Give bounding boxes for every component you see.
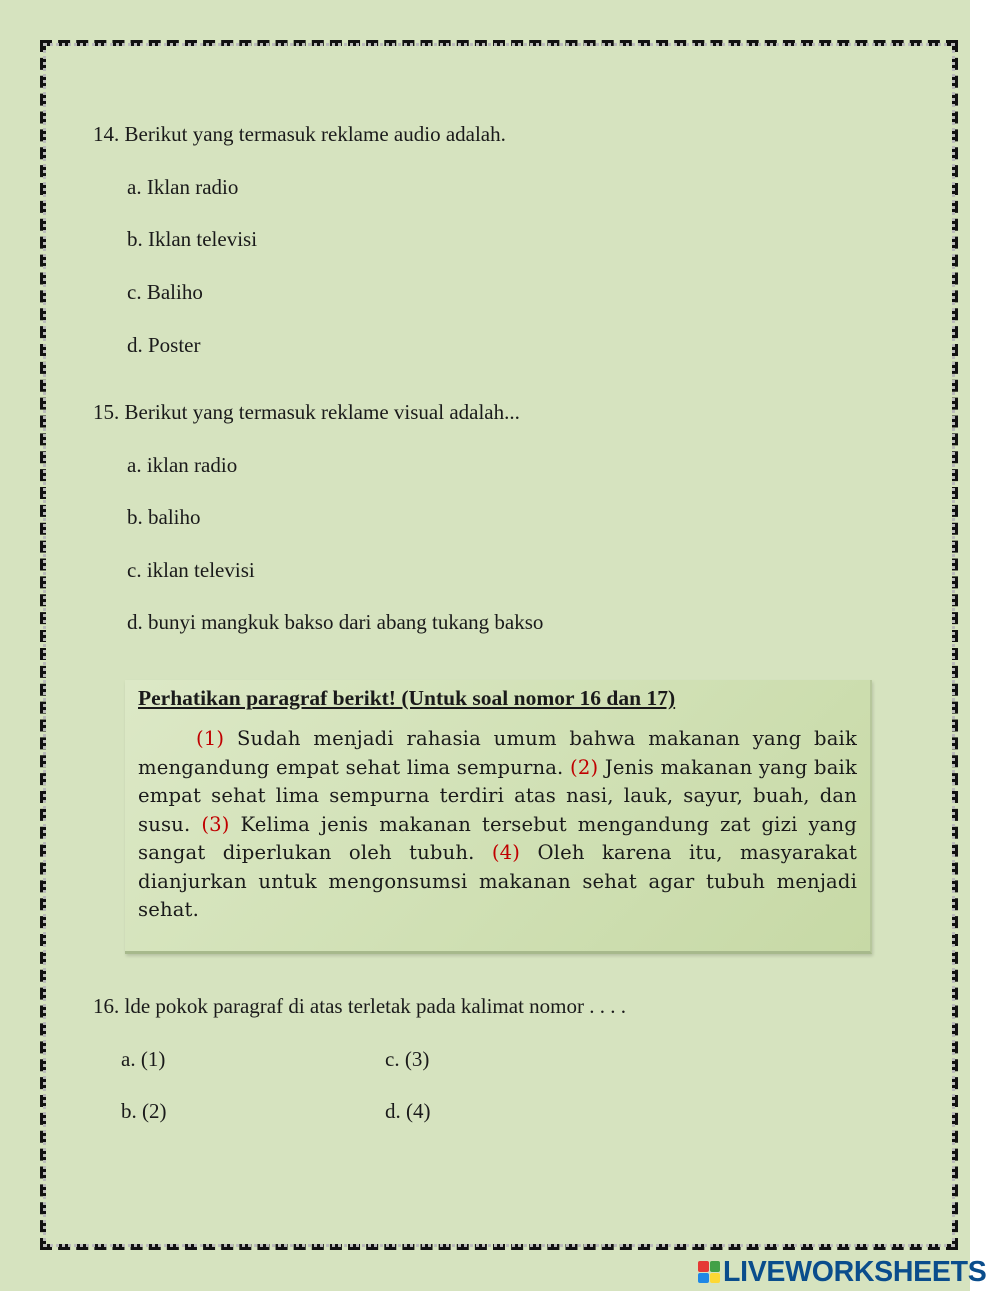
liveworksheets-logo[interactable] <box>698 1257 986 1287</box>
passage-title: Perhatikan paragraf berikt! (Untuk soal nomor 16 dan 17) <box>138 686 676 710</box>
logo-square-3 <box>698 1273 709 1284</box>
logo-square-2 <box>710 1261 721 1272</box>
q16-option-c[interactable]: c. (3) <box>385 1047 430 1071</box>
passage-box <box>125 680 872 954</box>
dashed-border-frame <box>40 40 958 1250</box>
sentence-number: (1) <box>196 727 225 750</box>
q16-option-d[interactable]: d. (4) <box>385 1099 431 1123</box>
q14-option-a[interactable]: a. Iklan radio <box>127 175 239 199</box>
question-16: 16. lde pokok paragraf di atas terletak pada kalimat nomor . . . . <box>93 994 626 1018</box>
sentence-number: (2) <box>570 755 599 779</box>
q14-option-d[interactable]: d. Poster <box>127 333 201 357</box>
liveworksheets-logo-icon <box>698 1261 720 1283</box>
question-14: 14. Berikut yang termasuk reklame audio adalah. <box>93 122 506 146</box>
logo-square-4 <box>710 1273 721 1284</box>
sentence-number: (3) <box>201 812 230 836</box>
q15-option-a[interactable]: a. iklan radio <box>127 453 238 477</box>
question-15: 15. Berikut yang termasuk reklame visual adalah... <box>93 400 520 424</box>
sentence-number: (4) <box>491 841 521 864</box>
logo-square-1 <box>698 1261 709 1272</box>
q16-option-b[interactable]: b. (2) <box>121 1099 167 1123</box>
sentence-text: Jenis makanan yang baik empat sehat lima sempurna terdiri atas nasi, lauk, sayur, buah, dan susu. <box>138 755 858 836</box>
q14-option-b[interactable]: b. Iklan televisi <box>127 227 258 251</box>
q15-option-d[interactable]: d. bunyi mangkuk bakso dari abang tukang bakso <box>127 610 544 634</box>
q16-option-a[interactable]: a. (1) <box>121 1047 166 1071</box>
passage-paragraph <box>138 725 857 925</box>
q15-option-c[interactable]: c. iklan televisi <box>127 558 255 582</box>
q14-option-c[interactable]: c. Baliho <box>127 280 203 304</box>
sentence-text: Sudah menjadi rahasia umum bahwa makanan yang baik mengandung empat sehat lima sempurna. <box>138 727 857 779</box>
q15-option-b[interactable]: b. baliho <box>127 505 201 529</box>
sentence-text: Oleh karena itu, masyarakat dianjurkan untuk mengonsumsi makanan sehat agar tubuh menjadi sehat. <box>138 841 857 921</box>
sentence-text: Kelima jenis makanan tersebut mengandung zat gizi yang sangat diperlukan oleh tubuh. <box>138 812 857 864</box>
logo-text: LIVEWORKSHEETS <box>723 1255 987 1288</box>
